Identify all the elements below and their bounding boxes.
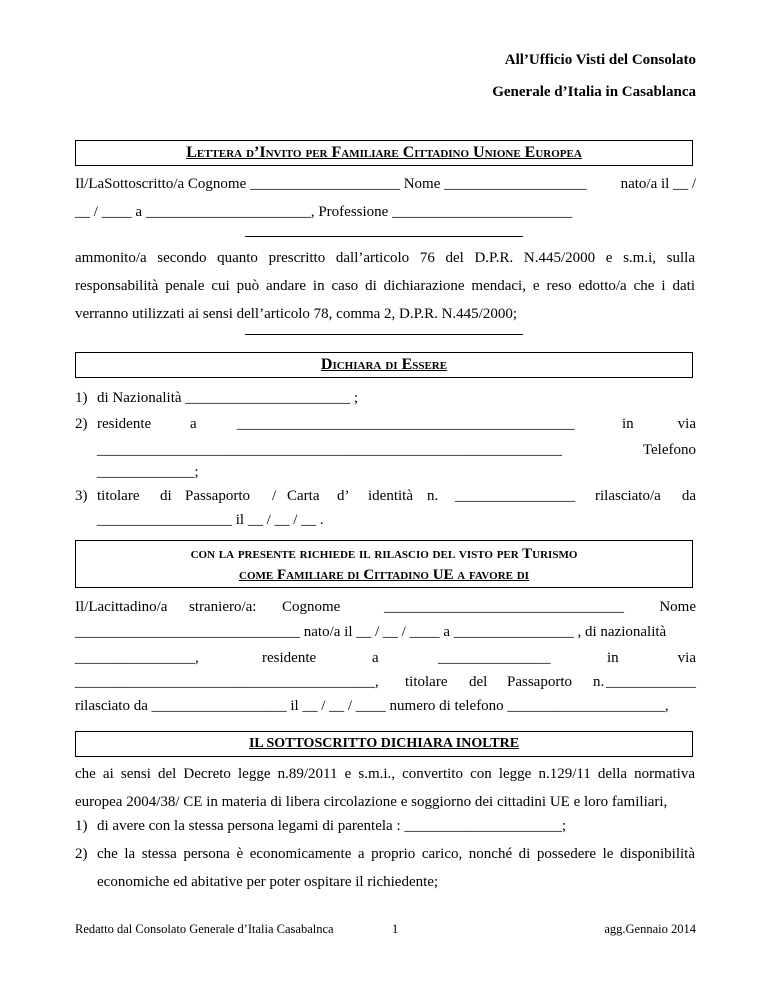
document-title: Lettera d’Invito per Familiare Cittadino Unione Europea [186, 144, 582, 161]
item-2-word: a [190, 416, 197, 432]
item-2-word: in [622, 416, 634, 432]
item-3-word: Passaporto [185, 488, 250, 504]
signature-line-1 [245, 236, 523, 237]
item-3-word: identità [368, 488, 413, 504]
section-3-title: IL SOTTOSCRITTO DICHIARA INOLTRE [248, 736, 520, 751]
section-3-item-1-number: 1) [75, 818, 88, 834]
intro-row-1: Il/LaSottoscritto/a Cognome ____________________ Nome ___________________ [75, 176, 587, 192]
item-3-word: d’ [337, 488, 350, 504]
section-2-box [75, 540, 693, 588]
section-1-title: Dichiara di Essere [320, 356, 448, 373]
item-3-word: Carta [287, 488, 320, 504]
item-2-number: 2) [75, 416, 88, 432]
beneficiary-word: Cognome [282, 599, 341, 615]
item-2-word: via [677, 416, 696, 432]
section-2-line-1: con la presente richiede il rilascio del visto per Turismo [190, 546, 578, 562]
item-2-phone-label: Telefono [642, 442, 696, 458]
beneficiary-word: n. [593, 674, 605, 690]
addressee-line-2: Generale d’Italia in Casablanca [492, 84, 696, 100]
addressee-line-1: All’Ufficio Visti del Consolato [504, 52, 696, 68]
beneficiary-word: Passaporto [507, 674, 572, 690]
intro-row-1-end: nato/a il __ / [620, 176, 696, 192]
beneficiary-blank: ________________________________________, [75, 674, 379, 690]
item-2-phone-blank: _____________; [97, 464, 199, 480]
page-number: 1 [392, 922, 399, 936]
beneficiary-row-2: ______________________________ nato/a il __ / __ / ____ a ________________ , di nazionalità [75, 624, 667, 640]
declaration-paragraph: ammonito/a secondo quanto prescritto dall’articolo 76 del D.P.R. N.445/2000 e s.m.i, sulla responsabilità penale cui può andare in caso di dichiarazione mendaci, e reso edotto/a che i dati verranno utilizzati ai sensi dell’articolo 78, comma 2, D.P.R. N.445/2000; [75, 250, 695, 322]
title-box [75, 140, 693, 166]
item-2-blank-row: ______________________________________________________________ [97, 442, 562, 458]
item-3-word: n. [427, 488, 439, 504]
item-2-blank: _____________________________________________ [237, 416, 575, 432]
item-1-text: di Nazionalità ______________________ ; [97, 390, 359, 406]
item-3-date-row: __________________ il __ / __ / __ . [97, 512, 324, 528]
signature-line-2 [245, 334, 523, 335]
beneficiary-word: via [677, 650, 696, 666]
beneficiary-word: a [372, 650, 379, 666]
beneficiary-word: Nome [659, 599, 696, 615]
item-3-number: 3) [75, 488, 88, 504]
section-3-item-2-text: che la stessa persona è economicamente a proprio carico, nonché di possedere le disponibilità economiche ed abitative per poter ospitare il richiedente; [97, 846, 695, 890]
beneficiary-word: Il/Lacittadino/a [75, 599, 168, 615]
beneficiary-word: straniero/a: [189, 599, 257, 615]
section-3-paragraph: che ai sensi del Decreto legge n.89/2011 e s.m.i., convertito con legge n.129/11 della normativa europea 2004/38/ CE in materia di libera circolazione e soggiorno dei cittadini UE e loro familiari, [75, 766, 695, 810]
section-3-item-2-number: 2) [75, 846, 88, 862]
beneficiary-blank: ________________________________ [384, 599, 624, 615]
beneficiary-word: residente [262, 650, 317, 666]
item-3-word: rilasciato/a [595, 488, 661, 504]
beneficiary-word: titolare [405, 674, 448, 690]
beneficiary-blank: ____________ [606, 674, 696, 690]
footer-left: Redatto dal Consolato Generale d’Italia Casabalnca [75, 922, 334, 936]
beneficiary-word: del [469, 674, 488, 690]
section-2-line-2: come Familiare di Cittadino UE a favore di [239, 567, 529, 583]
section-3-box [75, 731, 693, 757]
beneficiary-word: in [607, 650, 619, 666]
item-3-word: / [272, 488, 277, 504]
item-1-number: 1) [75, 390, 88, 406]
beneficiary-blank: ________________, [75, 650, 199, 666]
beneficiary-blank: _______________ [438, 650, 551, 666]
item-3-blank: ________________ [455, 488, 575, 504]
section-1-box [75, 352, 693, 378]
intro-row-2: __ / ____ a ______________________, Professione ________________________ [75, 204, 573, 220]
item-3-word: titolare [97, 488, 140, 504]
section-3-item-1-text: di avere con la stessa persona legami di parentela : _____________________; [97, 818, 567, 834]
item-3-word: da [681, 488, 696, 504]
beneficiary-row-5: rilasciato da __________________ il __ / __ / ____ numero di telefono _____________________, [75, 698, 669, 714]
item-3-word: di [160, 488, 172, 504]
item-2-word: residente [97, 416, 152, 432]
footer-right: agg.Gennaio 2014 [604, 922, 696, 936]
